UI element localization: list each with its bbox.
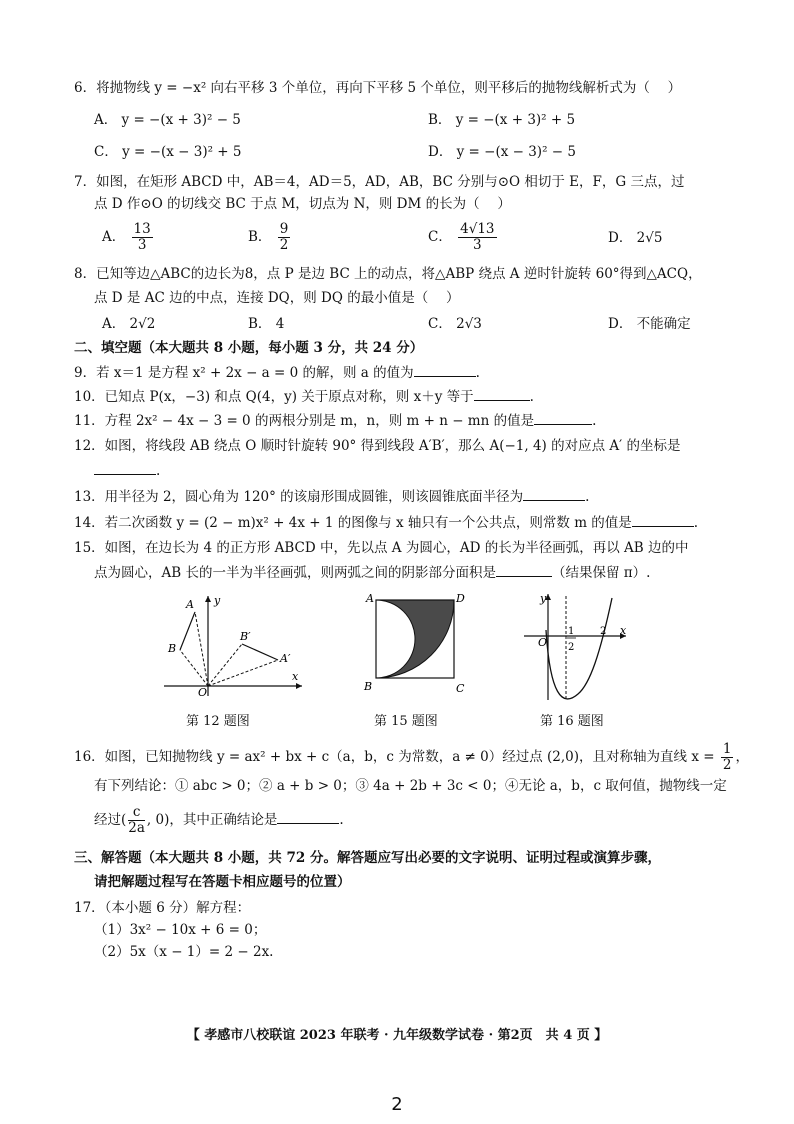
q11-answer-blank (534, 410, 592, 425)
fig15-label-c: C (456, 682, 465, 695)
fig16-label-o: O (538, 636, 548, 649)
q11: 11．方程 2x² − 4x − 3 = 0 的两根分别是 m，n，则 m + n − mn 的值是 . (74, 410, 596, 431)
q15-answer-blank (496, 562, 552, 577)
q10: 10．已知点 P(x，−3) 和点 Q(4，y) 关于原点对称，则 x＋y 等于 . (74, 386, 534, 407)
q9-answer-blank (414, 362, 476, 377)
fig16-label-half-den: 2 (568, 642, 575, 653)
q16-point-den: 2a (128, 820, 145, 836)
q14-text: 14．若二次函数 y = (2 − m)x² + 4x + 1 的图像与 x 轴只有一个公共点，则常数 m 的值是 (74, 515, 632, 531)
fig15-label-b: B (364, 680, 373, 693)
q16-axis-den: 2 (722, 757, 732, 773)
q17-part1: （1）3x² − 10x + 6 = 0； (94, 922, 267, 938)
q15-line1: 15．如图，在边长为 4 的正方形 ABCD 中，先以点 A 为圆心，AD 的长为半径画弧，再以 AB 边的中 (74, 540, 689, 556)
figure-16 (520, 590, 636, 702)
q16-point-tail: , 0 (146, 812, 165, 828)
q8-option-d: D． 不能确定 (608, 316, 691, 332)
fig16-label-two: 2 (600, 626, 607, 637)
fig12-label-a: A (186, 598, 194, 611)
q16-point-num: c (128, 805, 145, 821)
q16-line3-tail: ，其中正确结论是 (169, 812, 278, 828)
q7-c-den: 3 (473, 237, 482, 253)
q10-answer-blank (474, 386, 530, 401)
q9-text: 9．若 x＝1 是方程 x² + 2x − a = 0 的解，则 a 的值为 (74, 365, 414, 381)
figure-12 (160, 592, 310, 698)
q12-answer-blank (94, 460, 156, 475)
q8-option-c: C． 2√3 (428, 316, 482, 332)
q7-b-den: 2 (279, 237, 289, 253)
fig15-caption: 第 15 题图 (374, 714, 438, 729)
q7-line1: 7．如图，在矩形 ABCD 中，AB＝4，AD＝5，AD，AB，BC 分别与⊙O 相切于 E，F，G 三点，过 (74, 174, 685, 190)
fig16-label-x: x (620, 624, 627, 637)
q6-option-d: D． y = −(x − 3)² − 5 (428, 144, 576, 160)
section-3-heading: 三、解答题（本大题共 8 小题，共 72 分。解答题应写出必要的文字说明、证明过程或演算步骤， (74, 850, 661, 866)
q7-d-label: D． (608, 230, 633, 246)
q16-line3-text: 经过 (94, 812, 121, 828)
q14: 14．若二次函数 y = (2 − m)x² + 4x + 1 的图像与 x 轴只有一个公共点，则常数 m 的值是 . (74, 512, 698, 533)
q7-option-a (102, 222, 155, 253)
q6-stem: 6．将抛物线 y = −x² 向右平移 3 个单位，再向下平移 5 个单位，则平移后的抛物线解析式为（ ） (74, 80, 682, 96)
q9: 9．若 x＝1 是方程 x² + 2x − a = 0 的解，则 a 的值为 . (74, 362, 480, 383)
section-2-heading: 二、填空题（本大题共 8 小题，每小题 3 分，共 24 分） (74, 340, 424, 356)
q13-text: 13．用半径为 2，圆心角为 120° 的该扇形围成圆锥，则该圆锥底面半径为 (74, 489, 524, 505)
q12-line1: 12．如图，将线段 AB 绕点 O 顺时针旋转 90° 得到线段 A′B′，那么 A(−1, 4) 的对应点 A′ 的坐标是 (74, 438, 681, 454)
q6-option-a: A． y = −(x + 3)² − 5 (94, 112, 241, 128)
fig16-parabola (546, 598, 612, 699)
q7-b-num: 9 (279, 221, 289, 237)
q16-line2: 有下列结论：① abc > 0；② a + b > 0；③ 4a + 2b + 3c < 0；④无论 a，b，c 取何值，抛物线一定 (94, 778, 727, 794)
q7-c-num: 4√13 (460, 221, 495, 237)
q8-option-b: B． 4 (248, 316, 285, 332)
q7-a-label: A． (102, 229, 126, 245)
q7-c-label: C． (428, 229, 452, 245)
q7-a-den: 3 (137, 237, 147, 253)
page-number: 2 (391, 1094, 403, 1115)
q13-answer-blank (523, 486, 585, 501)
q15-line2 (94, 562, 650, 583)
q6-option-b: B． y = −(x + 3)² + 5 (428, 112, 576, 128)
fig16-caption: 第 16 题图 (540, 714, 604, 729)
fig12-caption: 第 12 题图 (186, 714, 250, 729)
q13: 13．用半径为 2，圆心角为 120° 的该扇形围成圆锥，则该圆锥底面半径为 . (74, 486, 589, 507)
fig16-label-y: y (540, 592, 547, 605)
q16-line3: 经过( $\frac{c}{2a}$ , 0)，其中正确结论是 . (94, 804, 344, 836)
q15-text: 点为圆心，AB 长的一半为半径画弧，则两弧之间的阴影部分面积是 (94, 565, 496, 581)
q7-option-b (248, 222, 292, 253)
q7-a-num: 13 (133, 221, 151, 237)
section-3-heading-cont: 请把解题过程写在答题卡相应题号的位置） (94, 874, 351, 890)
q7-d-value: 2√5 (636, 230, 663, 246)
fig15-label-a: A (366, 592, 374, 605)
fig15-shaded-region (376, 600, 454, 678)
fig12-label-y: y (214, 594, 221, 607)
q16-axis-num: 1 (722, 741, 732, 757)
fig15-label-d: D (456, 592, 465, 605)
q8-line1: 8．已知等边△ABC的边长为8，点 P 是边 BC 上的动点，将△ABP 绕点 A 逆时针旋转 60°得到△ACQ， (74, 266, 702, 282)
q16-line1-text: 16．如图，已知抛物线 y = ax² + bx + c（a，b，c 为常数，a ≠ 0）经过点 (2,0)，且对称轴为直线 x = (74, 749, 715, 765)
q8-line2: 点 D 是 AC 边的中点，连接 DQ，则 DQ 的最小值是（ ） (94, 290, 460, 306)
fig12-label-o: O (198, 686, 208, 698)
q6-option-c: C． y = −(x − 3)² + 5 (94, 144, 242, 160)
fig12-label-a-prime: A′ (280, 652, 291, 665)
q12-line2: . (94, 460, 160, 481)
q10-text: 10．已知点 P(x，−3) 和点 Q(4，y) 关于原点对称，则 x＋y 等于 (74, 389, 474, 405)
q17-title: 17．（本小题 6 分）解方程： (74, 900, 251, 916)
fig12-label-x: x (292, 670, 299, 683)
q16-line1: 16．如图，已知抛物线 y = ax² + bx + c（a，b，c 为常数，a ≠ 0）经过点 (2,0)，且对称轴为直线 x = $\frac{1}{2}$ ， (74, 741, 749, 773)
figure-15 (362, 592, 472, 700)
q11-text: 11．方程 2x² − 4x − 3 = 0 的两根分别是 m，n，则 m + n − mn 的值是 (74, 413, 535, 429)
page-footer: 【 孝感市八校联谊 2023 年联考 · 九年级数学试卷 · 第2页 共 4 页 】 (186, 1028, 608, 1043)
fig12-label-b: B (168, 642, 177, 655)
q7-line2: 点 D 作⊙O 的切线交 BC 于点 M，切点为 N，则 DM 的长为（ ） (94, 196, 511, 212)
q7-option-c (428, 222, 499, 253)
q14-answer-blank (632, 512, 694, 527)
q8-option-a: A． 2√2 (102, 316, 156, 332)
fig16-label-half-num: 1 (568, 626, 575, 637)
q16-answer-blank (277, 809, 339, 824)
q15-tail: （结果保留 π）. (551, 565, 651, 581)
q17-part2: （2）5x（x − 1）= 2 − 2x. (94, 944, 274, 960)
q7-b-label: B． (248, 229, 272, 245)
fig12-label-b-prime: B′ (240, 630, 251, 643)
q7-option-d (608, 228, 662, 248)
